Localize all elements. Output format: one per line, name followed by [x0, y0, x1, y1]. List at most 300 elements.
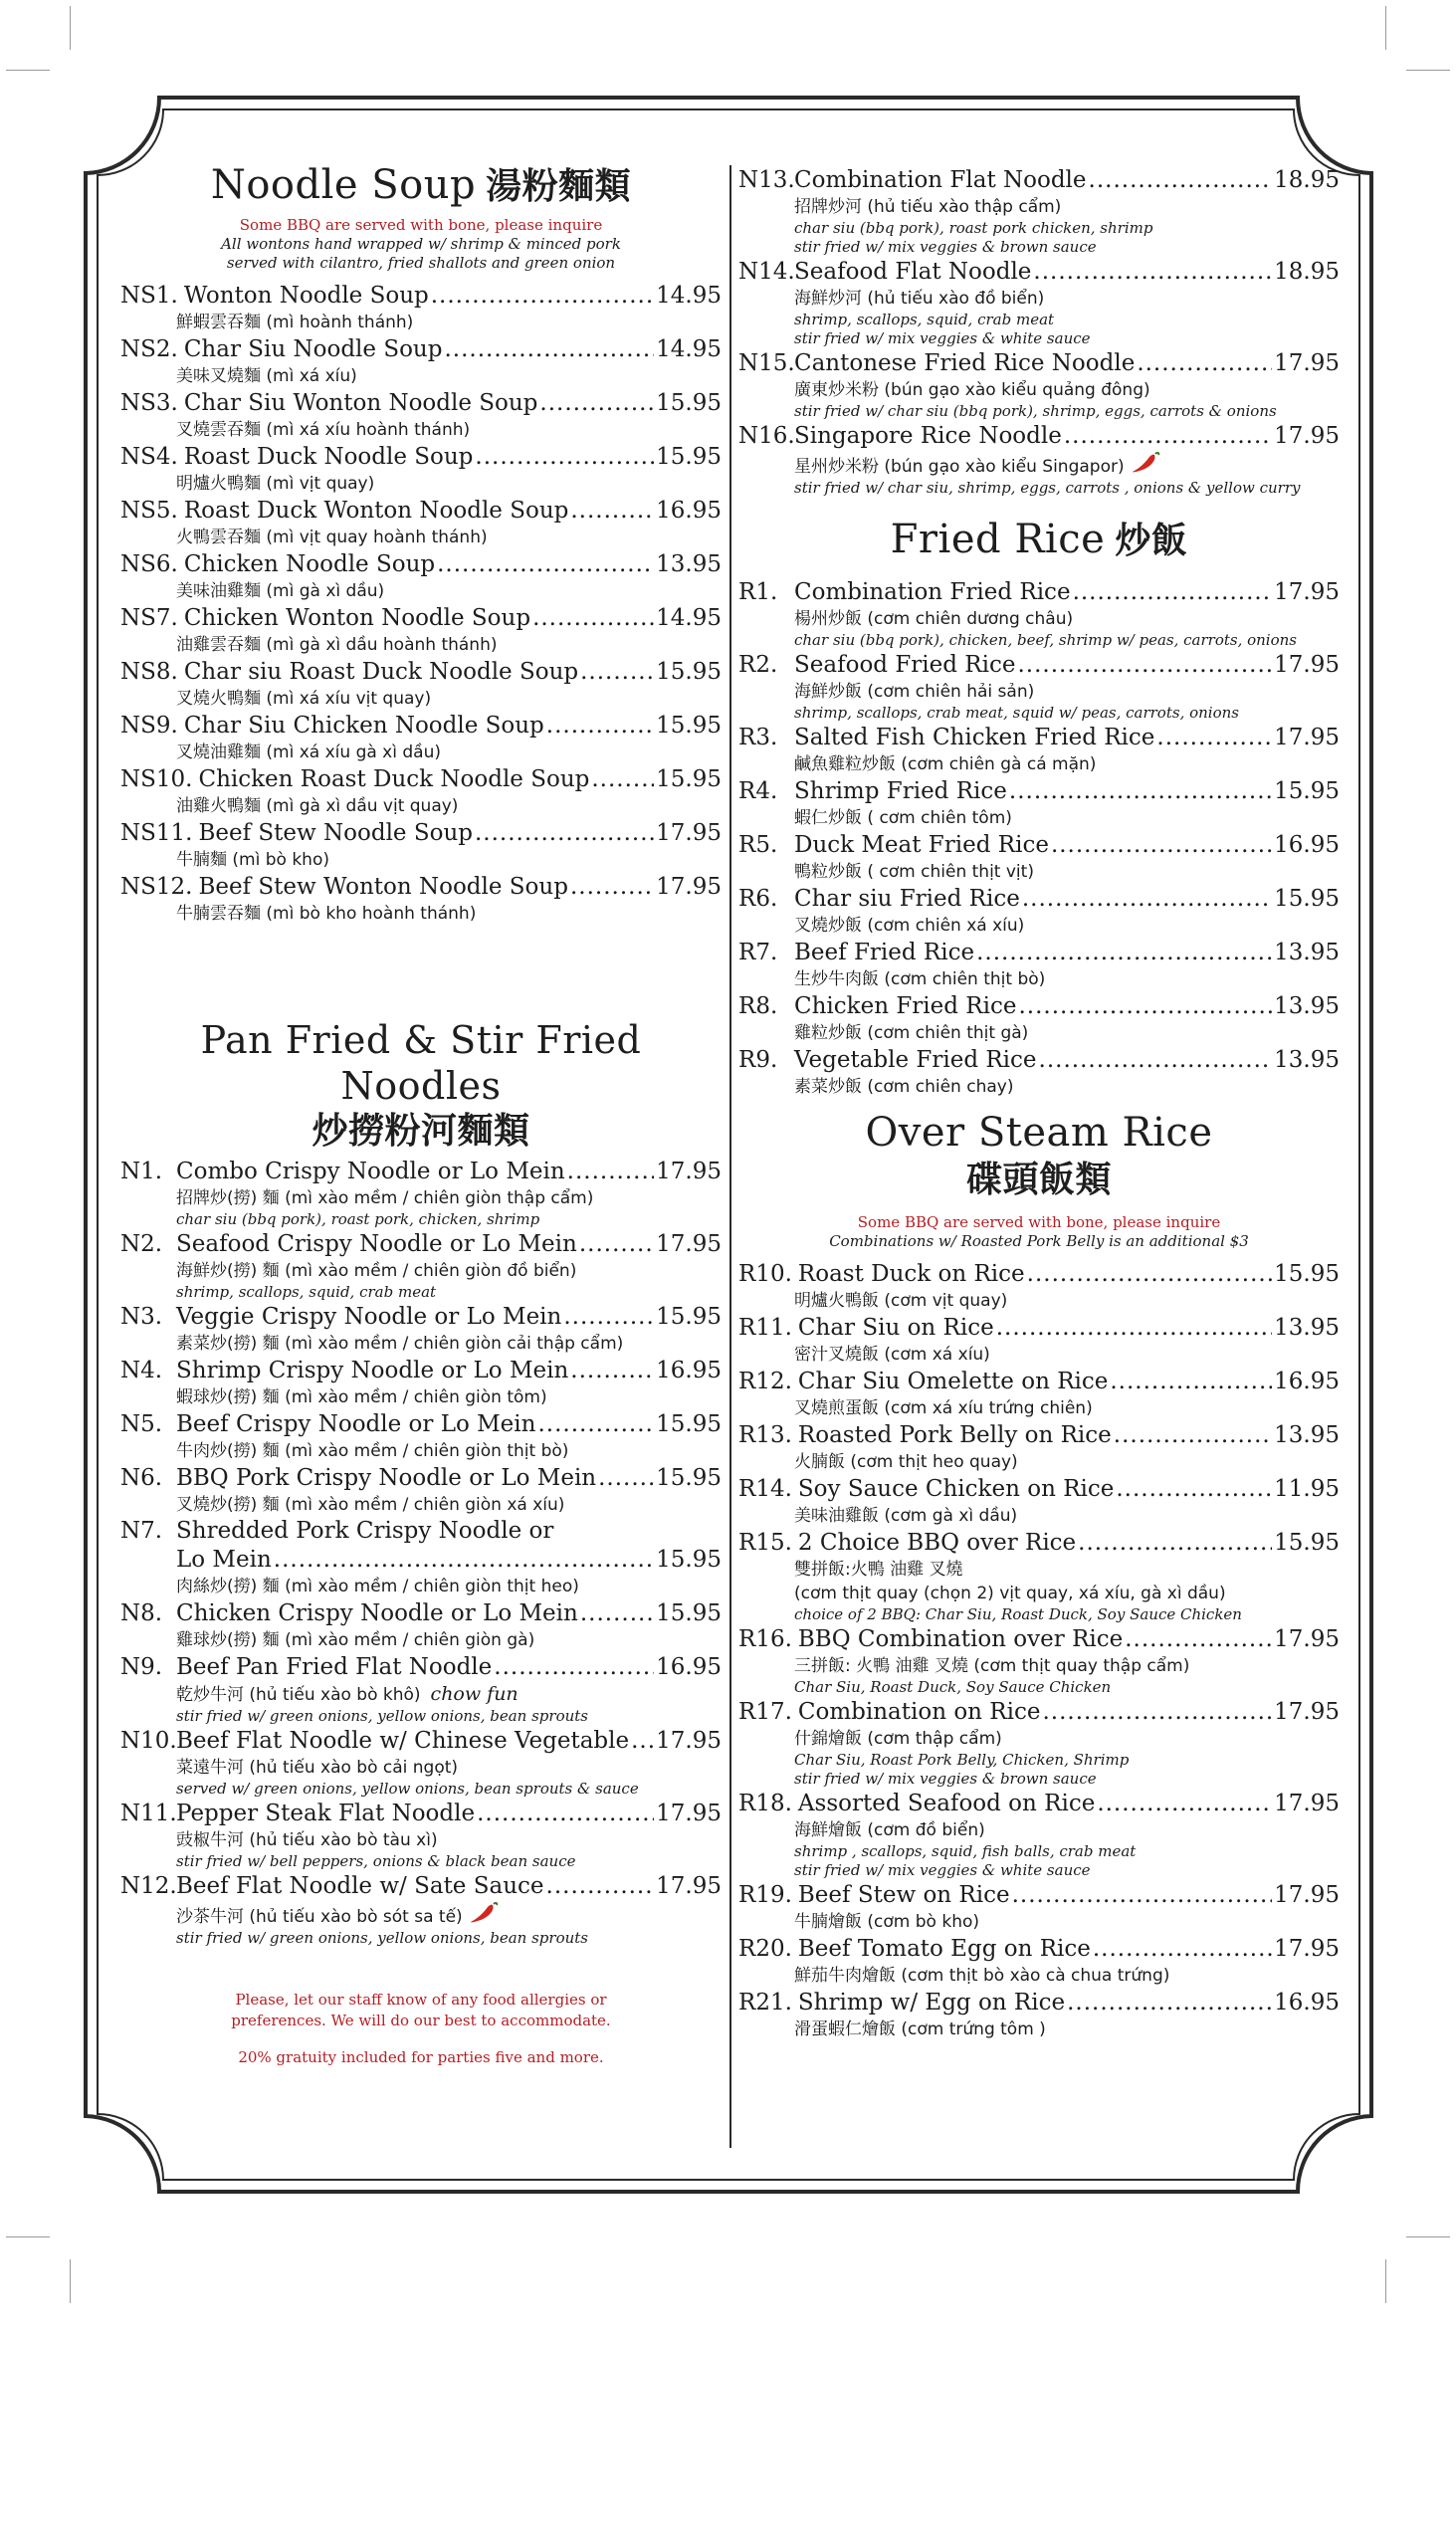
item-name: Assorted Seafood on Rice [797, 1791, 1096, 1816]
item-price: 15.95 [656, 659, 722, 685]
menu-item [738, 830, 1340, 884]
item-name: Chicken Crispy Noodle or Lo Mein [176, 1600, 578, 1626]
item-code: R3. [738, 725, 778, 750]
dot-leader [537, 1409, 654, 1439]
dot-leader [631, 1726, 654, 1756]
item-price: 15.95 [656, 390, 722, 416]
item-name: Vegetable Fried Rice [794, 1047, 1037, 1073]
item-subtitle: 牛腩麵 (mì bò kho) [176, 850, 329, 870]
dot-leader [579, 1229, 654, 1259]
item-name: Char Siu Omelette on Rice [797, 1369, 1109, 1394]
item-code: R2. [738, 652, 778, 678]
item-subtitle: 星州炒米粉 (bún gạo xào kiểu Singapor) [794, 457, 1125, 477]
item-code: N16. [738, 423, 795, 449]
title-en: Noodle Soup [210, 162, 477, 208]
item-code: R8. [738, 993, 778, 1019]
item-code: R19. [738, 1882, 792, 1908]
item-price: 17.95 [656, 1159, 722, 1184]
item-price: 16.95 [1274, 1369, 1340, 1394]
item-subtitle: 素菜炒飯 (cơm chiên chay) [794, 1077, 1014, 1097]
title-cn: 炒撈粉河麵類 [312, 1111, 530, 1152]
dot-leader [1017, 650, 1272, 680]
item-name: Combination Flat Noodle [794, 167, 1087, 193]
menu-item [738, 1259, 1340, 1313]
pan-fried-list [120, 1598, 722, 1652]
item-price: 17.95 [1274, 423, 1340, 449]
title-en: Fried Rice [890, 517, 1106, 562]
item-name: Seafood Flat Noodle [794, 259, 1032, 285]
column-divider [729, 165, 731, 2148]
item-subtitle: 叉燒火鴨麵 (mì xá xíu vịt quay) [176, 689, 432, 709]
section-title-steam-rice [738, 1109, 1340, 1204]
item-name: Roast Duck on Rice [797, 1261, 1025, 1287]
item-subtitle: 明爐火鴨飯 (cơm vịt quay) [794, 1291, 1008, 1311]
menu-item [120, 711, 722, 764]
dot-leader [598, 1463, 654, 1493]
menu-item [120, 818, 722, 872]
item-subtitle: 明爐火鴨麵 (mì vịt quay) [176, 474, 375, 494]
menu-item-n7 [120, 1517, 722, 1598]
item-code: R7. [738, 940, 778, 965]
item-code: NS1. [120, 283, 178, 309]
dot-leader [570, 872, 654, 902]
item-subtitle: 牛肉炒(撈) 麵 (mì xào mềm / chiên giòn thịt bò) [176, 1441, 569, 1461]
item-description: stir fried w/ green onions, yellow onions, bean sprouts [176, 1707, 588, 1725]
dot-leader [1039, 1045, 1273, 1075]
dot-leader [431, 281, 654, 311]
item-subtitle: 油雞火鴨麵 (mì gà xì dầu vịt quay) [176, 796, 459, 816]
allergy-note [120, 1990, 722, 2068]
item-subtitle: 廣東炒米粉 (bún gạo xào kiểu quảng đông) [794, 380, 1150, 400]
item-description: choice of 2 BBQ: Char Siu, Roast Duck, Soy Sauce Chicken [794, 1605, 1242, 1623]
item-code: R16. [738, 1626, 792, 1652]
menu-item [120, 1409, 722, 1463]
item-code: N6. [120, 1465, 163, 1491]
item-price: 17.95 [1274, 1626, 1340, 1652]
item-subtitle: 牛腩雲吞麵 (mì bò kho hoành thánh) [176, 904, 477, 924]
bone-note: Some BBQ are served with bone, please inquire [239, 216, 603, 234]
menu-item [120, 764, 722, 818]
menu-item [738, 1474, 1340, 1528]
item-name: Char Siu on Rice [797, 1315, 994, 1341]
item-subtitle: 滑蛋蝦仁燴飯 (cơm trứng tôm ) [794, 2019, 1046, 2039]
item-code: N15. [738, 350, 795, 376]
item-code: R10. [738, 1261, 792, 1287]
item-price: 15.95 [1274, 1261, 1340, 1287]
crop-mark [1385, 2259, 1386, 2303]
item-code: N13. [738, 167, 795, 193]
item-price: 16.95 [656, 1654, 722, 1680]
item-price: 17.95 [1274, 1936, 1340, 1962]
dot-leader [477, 1799, 654, 1828]
item-code: NS2. [120, 336, 178, 362]
dot-leader [1067, 1988, 1272, 2017]
title-cn: 碟頭飯類 [965, 1160, 1112, 1200]
item-code: NS11. [120, 820, 193, 846]
item-price: 15.95 [656, 713, 722, 739]
item-subtitle-vn: (cơm thịt quay (chọn 2) vịt quay, xá xíu, gà xì dầu) [794, 1584, 1226, 1603]
item-code: N8. [120, 1600, 163, 1626]
item-subtitle: 鮮茄牛肉燴飯 (cơm thịt bò xào cà chua trứng) [794, 1966, 1170, 1986]
dot-leader [976, 938, 1272, 967]
item-subtitle: 叉燒煎蛋飯 (cơm xá xíu trứng chiên) [794, 1398, 1093, 1418]
dot-leader [580, 657, 654, 687]
dot-leader [1137, 348, 1272, 378]
item-code: N10. [120, 1728, 177, 1754]
chili-pepper-icon [1131, 451, 1160, 475]
item-price: 15.95 [656, 1465, 722, 1491]
item-name: Char siu Fried Rice [794, 886, 1020, 912]
item-name: Seafood Crispy Noodle or Lo Mein [176, 1231, 577, 1257]
item-price: 16.95 [656, 1358, 722, 1383]
crop-mark [70, 2259, 71, 2303]
menu-item [120, 1302, 722, 1356]
item-code: NS6. [120, 551, 178, 577]
item-code: R1. [738, 579, 778, 605]
item-price: 15.95 [656, 444, 722, 470]
menu-item [738, 257, 1340, 348]
right-column [738, 165, 1340, 2041]
chili-pepper-icon [469, 1901, 499, 1925]
item-name: Beef Stew on Rice [797, 1882, 1010, 1908]
item-price: 17.95 [1274, 1699, 1340, 1725]
item-price: 15.95 [656, 766, 722, 792]
menu-item [120, 281, 722, 334]
item-price: 14.95 [656, 336, 722, 362]
item-price: 15.95 [1274, 778, 1340, 804]
menu-item [120, 1463, 722, 1517]
item-subtitle: 肉絲炒(撈) 麵 (mì xào mềm / chiên giòn thịt heo) [176, 1577, 579, 1596]
menu-item [738, 1624, 1340, 1697]
item-description: shrimp, scallops, squid, crab meat [176, 1283, 437, 1301]
item-subtitle: 密汁叉燒飯 (cơm xá xíu) [794, 1345, 990, 1365]
dot-leader [1114, 1420, 1272, 1450]
dot-leader [1033, 257, 1272, 287]
item-code: N12. [120, 1873, 177, 1899]
item-alt-name: chow fun [430, 1683, 519, 1705]
dot-leader [1110, 1367, 1272, 1396]
item-subtitle: 美味油雞飯 (cơm gà xì dầu) [794, 1506, 1018, 1526]
item-price: 18.95 [1274, 167, 1340, 193]
item-price: 13.95 [1274, 940, 1340, 965]
menu-item [738, 884, 1340, 938]
pork-belly-note: Combinations w/ Roasted Pork Belly is an additional $3 [829, 1232, 1249, 1250]
item-code: NS3. [120, 390, 178, 416]
menu-item [738, 1045, 1340, 1099]
item-code: N7. [120, 1518, 163, 1544]
pan-fried-list [120, 1726, 722, 1871]
item-price: 16.95 [1274, 832, 1340, 858]
menu-item [120, 334, 722, 388]
noodle-soup-list [120, 281, 722, 926]
item-name: Beef Pan Fried Flat Noodle [176, 1654, 493, 1680]
menu-item [120, 1726, 722, 1799]
item-code: NS4. [120, 444, 178, 470]
item-code: R6. [738, 886, 778, 912]
item-subtitle: 海鮮燴飯 (cơm đồ biển) [794, 1820, 985, 1840]
title-cn: 湯粉麵類 [486, 166, 632, 207]
menu-item [120, 442, 722, 496]
menu-item [738, 165, 1340, 257]
item-description: char siu (bbq pork), chicken, beef, shrimp w/ peas, carrots, onions [794, 631, 1297, 649]
menu-item [738, 348, 1340, 421]
item-code: N3. [120, 1304, 163, 1330]
flat-noodle-list [738, 165, 1340, 421]
dot-leader [1156, 723, 1272, 752]
item-subtitle: 雙拼飯:火鴨 油雞 叉燒 [794, 1560, 963, 1580]
item-description: shrimp, scallops, crab meat, squid w/ peas, carrots, onions [794, 704, 1239, 722]
item-subtitle: 油雞雲吞麵 (mì gà xì dầu hoành thánh) [176, 635, 498, 655]
item-price: 14.95 [656, 283, 722, 309]
item-description: stir fried w/ mix veggies & white sauce [794, 329, 1091, 347]
item-price: 17.95 [1274, 652, 1340, 678]
item-code: N4. [120, 1358, 163, 1383]
item-description: char siu (bbq pork), roast pork, chicken, shrimp [176, 1210, 540, 1228]
item-price: 15.95 [656, 1304, 722, 1330]
item-description: stir fried w/ char siu, shrimp, eggs, carrots , onions & yellow curry [794, 479, 1301, 497]
item-price: 17.95 [656, 820, 722, 846]
item-code: R5. [738, 832, 778, 858]
item-subtitle: 什錦燴飯 (cơm thập cẩm) [794, 1729, 1002, 1749]
dot-leader [1089, 165, 1273, 195]
item-code: N5. [120, 1411, 163, 1437]
title-en: Pan Fried & Stir Fried Noodles [200, 1018, 642, 1108]
menu-item [738, 1988, 1340, 2041]
item-name: 2 Choice BBQ over Rice [797, 1530, 1077, 1556]
item-price: 15.95 [1274, 1530, 1340, 1556]
item-subtitle: 叉燒炒(撈) 麵 (mì xào mềm / chiên giòn xá xíu) [176, 1495, 565, 1515]
item-name: Beef Crispy Noodle or Lo Mein [176, 1411, 536, 1437]
item-code: NS5. [120, 498, 178, 524]
menu-item [738, 1313, 1340, 1367]
dot-leader [580, 1598, 654, 1628]
item-subtitle: 雞粒炒飯 (cơm chiên thịt gà) [794, 1023, 1029, 1043]
dot-leader [1064, 421, 1272, 451]
item-name: Wonton Noodle Soup [183, 283, 429, 309]
item-subtitle: 雞球炒(撈) 麵 (mì xào mềm / chiên giòn gà) [176, 1630, 535, 1650]
item-code: R17. [738, 1699, 792, 1725]
dot-leader [475, 442, 654, 472]
item-subtitle: 蝦仁炒飯 ( cơm chiên tôm) [794, 808, 1012, 828]
item-name: Char Siu Noodle Soup [183, 336, 443, 362]
menu-item [738, 1789, 1340, 1880]
item-price: 14.95 [656, 605, 722, 631]
dot-leader [274, 1545, 654, 1575]
item-description: stir fried w/ mix veggies & brown sauce [794, 238, 1097, 256]
item-price: 17.95 [1274, 1791, 1340, 1816]
menu-item [120, 657, 722, 711]
section-title-pan-fried [120, 1017, 722, 1155]
item-price: 17.95 [1274, 725, 1340, 750]
menu-item [120, 1356, 722, 1409]
crop-mark [1406, 2236, 1450, 2237]
menu-item [738, 1420, 1340, 1474]
item-subtitle: 生炒牛肉飯 (cơm chiên thịt bò) [794, 969, 1046, 989]
menu-item [738, 1934, 1340, 1988]
item-name: Singapore Rice Noodle [794, 423, 1062, 449]
dot-leader [444, 334, 654, 364]
dot-leader [1009, 776, 1272, 806]
dot-leader [591, 764, 654, 794]
item-subtitle: 鴨粒炒飯 ( cơm chiên thịt vịt) [794, 862, 1034, 882]
item-name: Char siu Roast Duck Noodle Soup [183, 659, 579, 685]
menu-item [120, 872, 722, 926]
dot-leader [1022, 884, 1272, 914]
steam-rice-list [738, 1624, 1340, 2041]
item-name: Chicken Noodle Soup [183, 551, 436, 577]
menu-item-n9 [120, 1652, 722, 1726]
item-name: Seafood Fried Rice [794, 652, 1016, 678]
item-subtitle: 海鮮炒飯 (cơm chiên hải sản) [794, 682, 1035, 702]
dot-leader [1027, 1259, 1272, 1289]
crop-mark [1406, 70, 1450, 71]
item-code: R9. [738, 1047, 778, 1073]
item-code: R4. [738, 778, 778, 804]
item-subtitle: 招牌炒河 (hủ tiếu xào thập cẩm) [794, 197, 1062, 217]
menu-item [120, 1598, 722, 1652]
item-name: Shrimp Fried Rice [794, 778, 1007, 804]
item-subtitle: 楊州炒飯 (cơm chiên dương châu) [794, 609, 1074, 629]
menu-item-r15 [738, 1528, 1340, 1624]
item-name: Char Siu Wonton Noodle Soup [183, 390, 538, 416]
item-code: N11. [120, 1801, 177, 1826]
item-price: 17.95 [656, 1231, 722, 1257]
item-name: Chicken Wonton Noodle Soup [183, 605, 531, 631]
item-name: Shrimp Crispy Noodle or Lo Mein [176, 1358, 569, 1383]
menu-item [738, 776, 1340, 830]
item-description: shrimp , scallops, squid, fish balls, crab meat [794, 1842, 1137, 1860]
item-name: Beef Flat Noodle w/ Chinese Vegetable [176, 1728, 630, 1754]
item-subtitle: 叉燒炒飯 (cơm chiên xá xíu) [794, 916, 1025, 936]
dot-leader [475, 818, 654, 848]
dot-leader [1125, 1624, 1272, 1654]
item-subtitle: 三拼飯: 火鴨 油雞 叉燒 (cơm thịt quay thập cẩm) [794, 1656, 1190, 1676]
dot-leader [570, 1356, 654, 1385]
item-subtitle: 火鴨雲吞麵 (mì vịt quay hoành thánh) [176, 528, 488, 547]
dot-leader [1116, 1474, 1272, 1504]
item-code: NS8. [120, 659, 178, 685]
item-code: NS9. [120, 713, 178, 739]
item-description: stir fried w/ mix veggies & white sauce [794, 1861, 1091, 1879]
menu-item [738, 650, 1340, 723]
item-subtitle: 素菜炒(撈) 麵 (mì xào mềm / chiên giòn cải thập cẩm) [176, 1334, 624, 1354]
menu-item [738, 991, 1340, 1045]
item-price: 17.95 [656, 874, 722, 900]
menu-item [738, 723, 1340, 776]
item-price: 17.95 [656, 1801, 722, 1826]
dot-leader [1093, 1934, 1272, 1964]
dot-leader [546, 1871, 655, 1901]
menu-item [738, 938, 1340, 991]
item-code: NS7. [120, 605, 178, 631]
dot-leader [1097, 1789, 1272, 1818]
item-description: stir fried w/ char siu (bbq pork), shrimp, eggs, carrots & onions [794, 402, 1277, 420]
item-name: Pepper Steak Flat Noodle [176, 1801, 476, 1826]
item-price: 13.95 [1274, 1047, 1340, 1073]
dot-leader [1073, 577, 1273, 607]
item-description: Char Siu, Roast Duck, Soy Sauce Chicken [794, 1678, 1112, 1696]
item-price: 17.95 [1274, 350, 1340, 376]
item-subtitle: 美味油雞麵 (mì gà xì dầu) [176, 581, 385, 601]
dot-leader [996, 1313, 1272, 1343]
item-name: Soy Sauce Chicken on Rice [797, 1476, 1115, 1502]
menu-item [738, 1697, 1340, 1789]
item-price: 13.95 [1274, 993, 1340, 1019]
item-name: Beef Flat Noodle w/ Sate Sauce [176, 1873, 544, 1899]
dot-leader [1051, 830, 1272, 860]
item-subtitle: 美味叉燒麵 (mì xá xíu) [176, 366, 357, 386]
item-subtitle: 招牌炒(撈) 麵 (mì xào mềm / chiên giòn thập cẩm) [176, 1188, 594, 1208]
item-name: BBQ Pork Crispy Noodle or Lo Mein [176, 1465, 597, 1491]
gratuity-note: 20% gratuity included for parties five and more. [238, 2048, 604, 2066]
item-description: shrimp, scallops, squid, crab meat [794, 311, 1055, 328]
item-subtitle: 乾炒牛河 (hủ tiếu xào bò khô) [176, 1685, 421, 1705]
dot-leader [570, 496, 654, 526]
item-subtitle: 叉燒雲吞麵 (mì xá xíu hoành thánh) [176, 420, 471, 440]
crop-mark [6, 70, 50, 71]
item-name: Roast Duck Noodle Soup [183, 444, 474, 470]
item-name: Shrimp w/ Egg on Rice [797, 1990, 1066, 2016]
steam-rice-list [738, 1259, 1340, 1528]
fried-rice-list [738, 577, 1340, 1099]
item-name: Roasted Pork Belly on Rice [797, 1422, 1112, 1448]
dot-leader [532, 603, 654, 633]
item-description: served w/ green onions, yellow onions, bean sprouts & sauce [176, 1780, 639, 1798]
item-description: stir fried w/ bell peppers, onions & black bean sauce [176, 1852, 576, 1870]
menu-item [120, 1799, 722, 1871]
left-column [120, 149, 722, 2068]
crop-mark [6, 2236, 50, 2237]
item-price: 17.95 [656, 1873, 722, 1899]
item-name: Beef Stew Wonton Noodle Soup [198, 874, 568, 900]
item-price: 15.95 [656, 1600, 722, 1626]
item-subtitle: 豉椒牛河 (hủ tiếu xào bò tàu xì) [176, 1830, 438, 1850]
item-price: 15.95 [656, 1547, 722, 1573]
item-name: Combination Fried Rice [794, 579, 1071, 605]
item-price: 17.95 [1274, 579, 1340, 605]
pan-fried-list [120, 1157, 722, 1517]
item-name: Veggie Crispy Noodle or Lo Mein [176, 1304, 562, 1330]
menu-item [120, 1229, 722, 1302]
item-description: char siu (bbq pork), roast pork chicken, shrimp [794, 219, 1153, 237]
bone-note: Some BBQ are served with bone, please inquire [857, 1213, 1221, 1231]
dot-leader [567, 1157, 654, 1186]
item-code: N9. [120, 1654, 163, 1680]
item-price: 18.95 [1274, 259, 1340, 285]
item-name: Salted Fish Chicken Fried Rice [794, 725, 1155, 750]
item-code: R14. [738, 1476, 792, 1502]
menu-item [120, 1157, 722, 1229]
item-code: R18. [738, 1791, 792, 1816]
menu-item [120, 603, 722, 657]
item-code: NS10. [120, 766, 193, 792]
item-subtitle: 菜遠牛河 (hủ tiếu xào bò cải ngọt) [176, 1758, 459, 1778]
item-subtitle: 海鮮炒河 (hủ tiếu xào đồ biển) [794, 289, 1045, 309]
item-name: Beef Stew Noodle Soup [198, 820, 473, 846]
item-subtitle: 叉燒油雞麵 (mì xá xíu gà xì dầu) [176, 743, 441, 762]
item-subtitle: 火腩飯 (cơm thịt heo quay) [794, 1452, 1018, 1472]
menu-item-n12 [120, 1871, 722, 1948]
dot-leader [494, 1652, 654, 1682]
dot-leader [546, 711, 654, 741]
item-price: 16.95 [1274, 1990, 1340, 2016]
item-price: 15.95 [1274, 886, 1340, 912]
menu-item [120, 549, 722, 603]
item-description: stir fried w/ green onions, yellow onions, bean sprouts [176, 1929, 588, 1947]
allergy-note-line: preferences. We will do our best to accommodate. [231, 2012, 611, 2029]
item-name: Beef Tomato Egg on Rice [797, 1936, 1091, 1962]
dot-leader [539, 388, 654, 418]
